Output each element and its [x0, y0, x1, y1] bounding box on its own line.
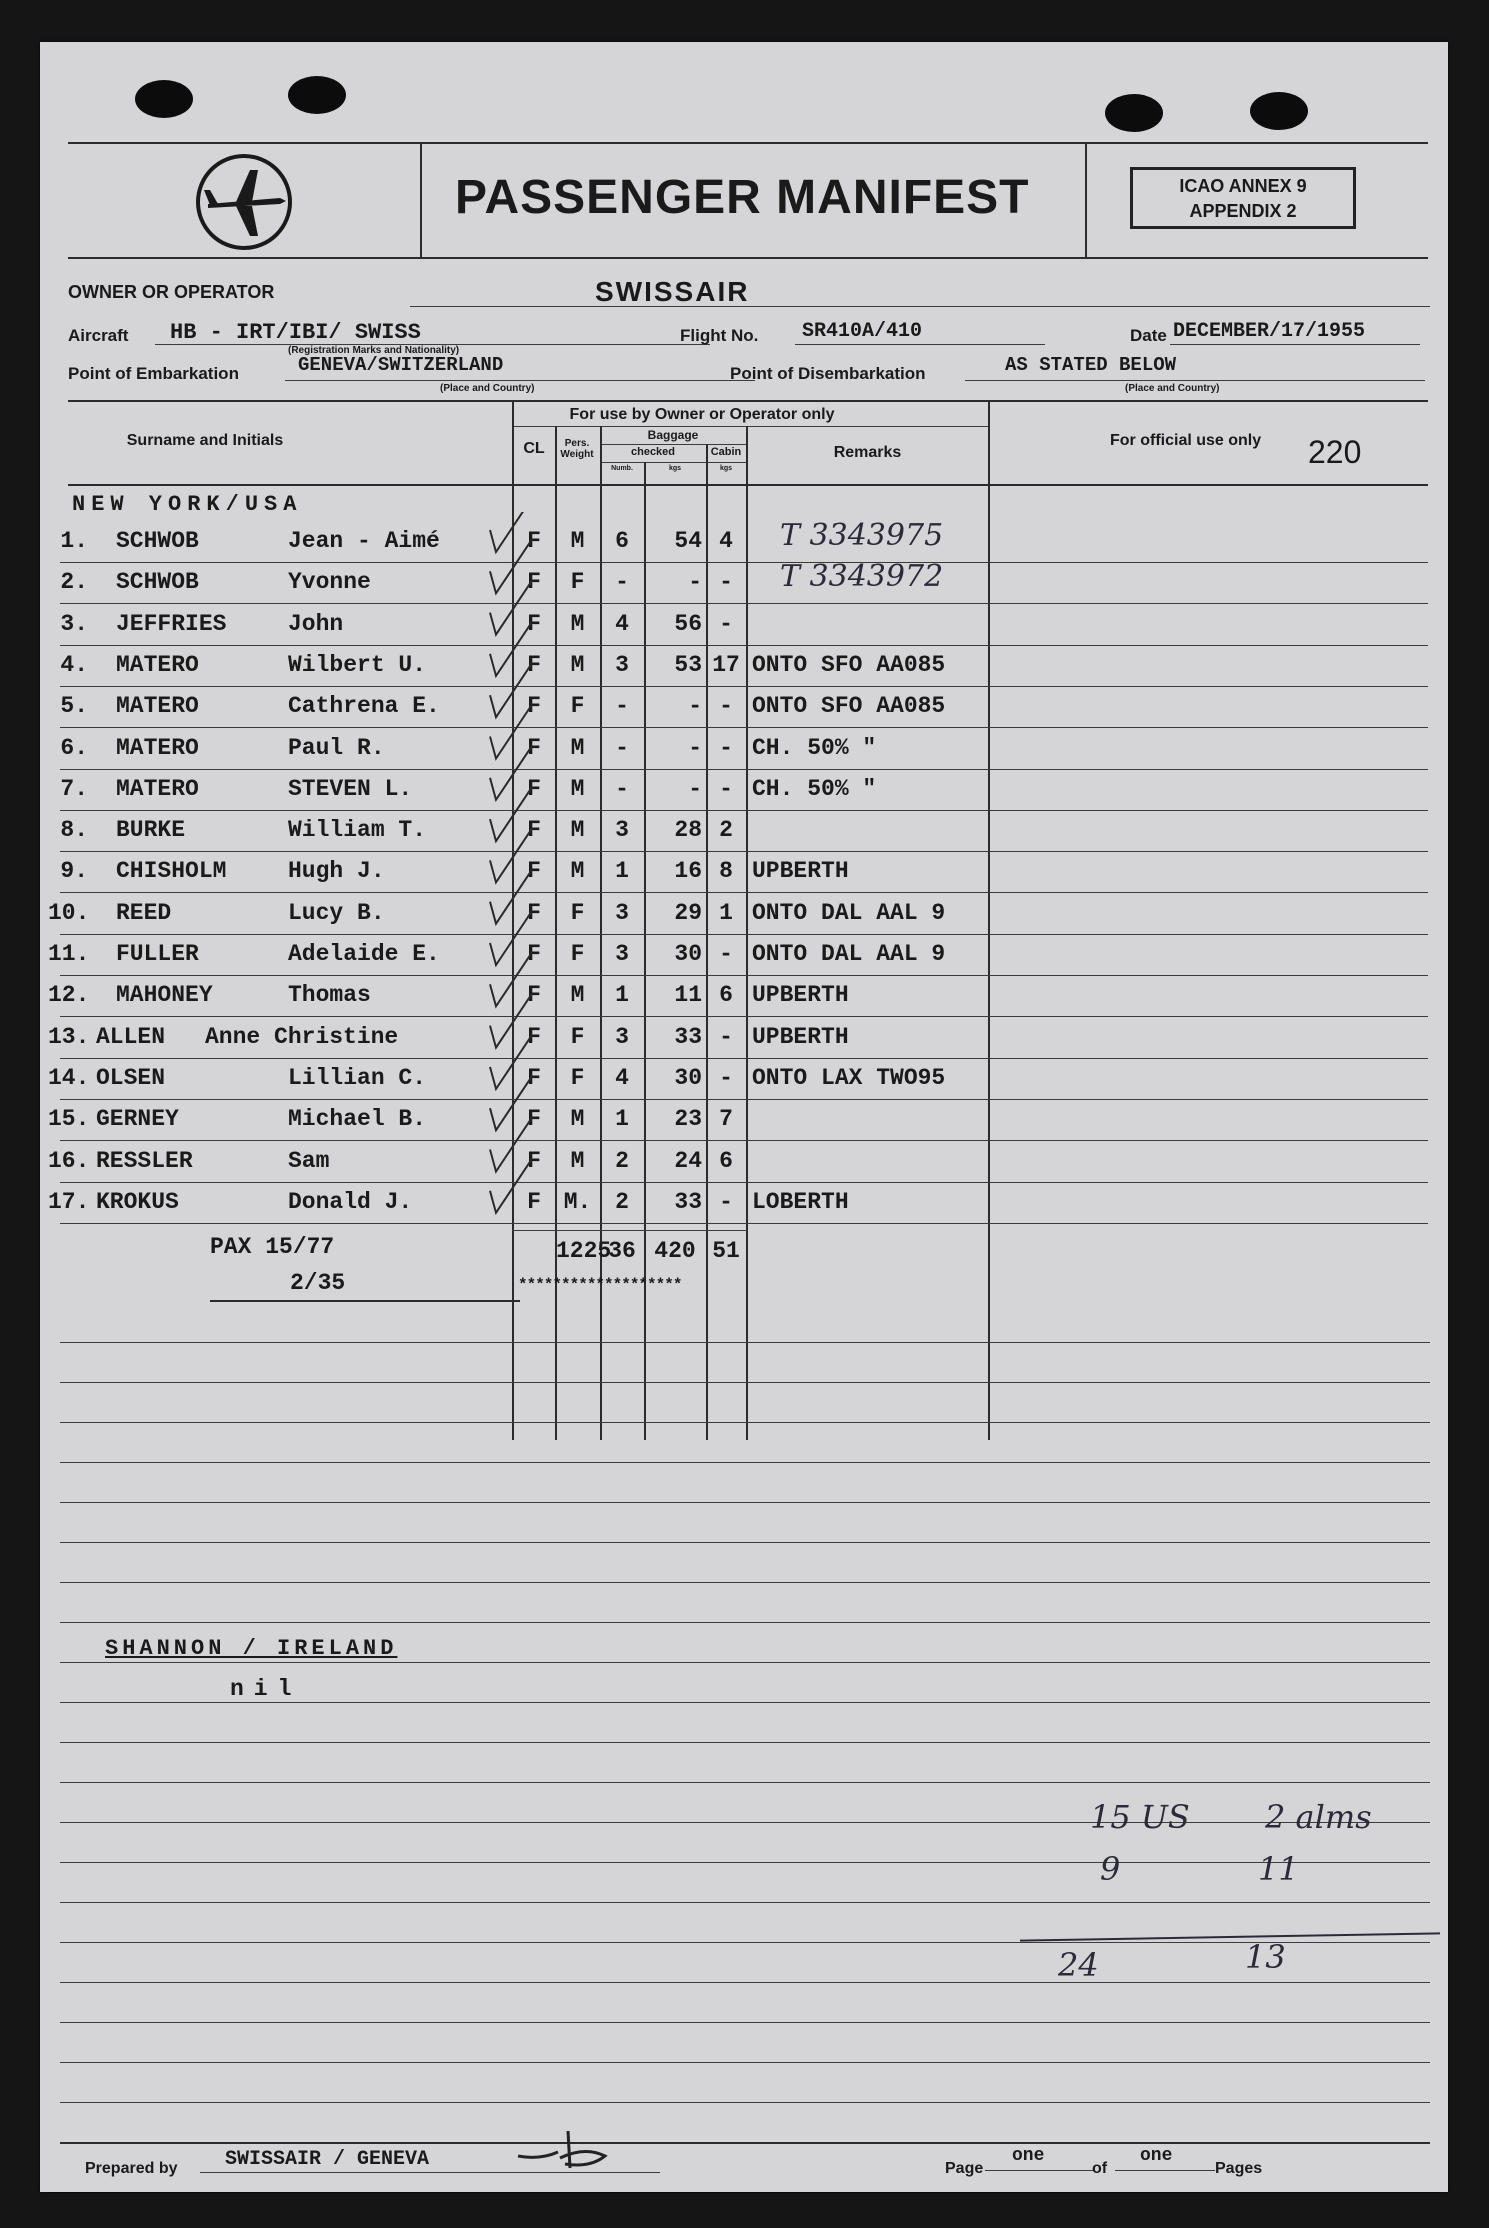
passenger-class: F: [527, 982, 541, 1008]
passenger-remarks: ONTO DAL AAL 9: [752, 900, 946, 926]
baggage-kgs: 24: [674, 1148, 702, 1174]
passenger-given-name: STEVEN L.: [288, 776, 413, 802]
row-number: 12.: [48, 982, 90, 1008]
destination-new-york: NEW YORK/USA: [72, 492, 303, 517]
signature-icon: [510, 2126, 640, 2181]
baggage-kgs: 11: [674, 982, 702, 1008]
shannon-value: nil: [230, 1676, 302, 1702]
passenger-remarks: T 3343972: [780, 559, 944, 594]
passenger-given-name: John: [288, 611, 344, 637]
passenger-sex: F: [570, 1024, 585, 1050]
cabin-kgs: -: [719, 1189, 733, 1215]
col-official: For official use only: [1110, 432, 1262, 449]
passenger-surname: KROKUS: [96, 1189, 179, 1215]
baggage-kgs: 28: [674, 817, 702, 843]
baggage-kgs: -: [688, 735, 702, 761]
baggage-numb: 1: [615, 858, 629, 884]
passenger-surname: MATERO: [116, 693, 199, 719]
baggage-numb: 3: [615, 817, 629, 843]
tally-3b: 13: [1245, 1938, 1286, 1976]
baggage-kgs: 33: [674, 1189, 702, 1215]
passenger-surname: REED: [116, 900, 172, 926]
passenger-row: [40, 1142, 1448, 1183]
passenger-sex: F: [570, 693, 585, 719]
passenger-class: F: [527, 1065, 541, 1091]
totals-stars: *******************: [518, 1276, 682, 1294]
icao-box: [1130, 167, 1356, 229]
cabin-kgs: 17: [712, 652, 740, 678]
passenger-given-name: Michael B.: [288, 1106, 427, 1132]
passenger-sex: M: [570, 652, 585, 678]
passenger-class: F: [527, 611, 541, 637]
passenger-row: [40, 646, 1448, 687]
cabin-kgs: -: [719, 1065, 733, 1091]
destination-shannon: SHANNON / IRELAND: [105, 1636, 398, 1661]
punch-hole: [135, 80, 193, 118]
passenger-class: F: [527, 528, 541, 554]
passenger-remarks: ONTO LAX TWO95: [752, 1065, 946, 1091]
passenger-row: [40, 518, 1448, 563]
row-number: 1.: [60, 528, 88, 554]
passenger-given-name: Donald J.: [288, 1189, 413, 1215]
airplane-logo-icon: [190, 152, 298, 252]
passenger-sex: F: [570, 1065, 585, 1091]
embarkation-label: Point of Embarkation: [68, 364, 239, 383]
passenger-surname: FULLER: [116, 941, 199, 967]
tally-2a: 9: [1100, 1850, 1121, 1888]
passenger-remarks: UPBERTH: [752, 1024, 849, 1050]
passenger-remarks: ONTO DAL AAL 9: [752, 941, 946, 967]
check-marks: [460, 512, 660, 1282]
passenger-row: [40, 894, 1448, 935]
cabin-kgs: 8: [719, 858, 733, 884]
cabin-kgs: -: [719, 611, 733, 637]
baggage-numb: 1: [615, 1106, 629, 1132]
punch-hole: [288, 76, 346, 114]
passenger-given-name: Sam: [288, 1148, 330, 1174]
col-cabin-kgs: kgs: [719, 465, 733, 472]
baggage-numb: -: [615, 735, 629, 761]
passenger-class: F: [527, 652, 541, 678]
passenger-sex: M: [570, 982, 585, 1008]
baggage-kgs: -: [688, 693, 702, 719]
passenger-given-name: Yvonne: [288, 569, 371, 595]
passenger-remarks: CH. 50% ": [752, 776, 877, 802]
prepared-label: Prepared by: [85, 2160, 178, 2177]
embarkation-sublabel: (Place and Country): [440, 383, 535, 394]
col-surname: Surname and Initials: [126, 432, 284, 449]
official-number: 220: [1308, 434, 1362, 470]
row-number: 8.: [60, 817, 88, 843]
baggage-kgs: 54: [674, 528, 702, 554]
passenger-row: [40, 852, 1448, 893]
passenger-row: [40, 559, 1448, 604]
row-number: 3.: [60, 611, 88, 637]
passenger-sex: M: [570, 735, 585, 761]
totals-kgs: 420: [654, 1238, 696, 1264]
passenger-class: F: [527, 1189, 541, 1215]
baggage-numb: 3: [615, 652, 629, 678]
baggage-numb: 4: [615, 611, 629, 637]
passenger-sex: F: [570, 569, 585, 595]
cabin-kgs: 2: [719, 817, 733, 843]
passenger-given-name: Lucy B.: [288, 900, 385, 926]
page-value: one: [1012, 2146, 1045, 2166]
passenger-surname: SCHWOB: [116, 528, 199, 554]
passenger-sex: M: [570, 611, 585, 637]
baggage-numb: 4: [615, 1065, 629, 1091]
row-number: 15.: [48, 1106, 90, 1132]
passenger-remarks: T 3343975: [780, 518, 944, 553]
embarkation-value: GENEVA/SWITZERLAND: [298, 354, 504, 376]
row-number: 2.: [60, 569, 88, 595]
row-number: 10.: [48, 900, 90, 926]
passenger-class: F: [527, 1024, 541, 1050]
row-number: 17.: [48, 1189, 90, 1215]
passenger-given-name: Wilbert U.: [288, 652, 427, 678]
disembarkation-sublabel: (Place and Country): [1125, 383, 1220, 394]
passenger-given-name: Anne Christine: [205, 1024, 399, 1050]
passenger-row: [40, 605, 1448, 646]
col-pers-weight: Pers. Weight: [560, 438, 594, 460]
col-checked: checked: [630, 446, 676, 458]
passenger-remarks: ONTO SFO AA085: [752, 652, 946, 678]
baggage-numb: 2: [615, 1189, 629, 1215]
page-title: PASSENGER MANIFEST: [455, 171, 1030, 224]
baggage-numb: 3: [615, 941, 629, 967]
passenger-class: F: [527, 858, 541, 884]
passenger-surname: MATERO: [116, 652, 199, 678]
passenger-given-name: Adelaide E.: [288, 941, 440, 967]
cabin-kgs: -: [719, 693, 733, 719]
passenger-row: [40, 935, 1448, 976]
passenger-row: [40, 811, 1448, 852]
icao-line-1: ICAO ANNEX 9: [1179, 176, 1307, 196]
passenger-given-name: Thomas: [288, 982, 371, 1008]
row-number: 14.: [48, 1065, 90, 1091]
baggage-kgs: 30: [674, 1065, 702, 1091]
passenger-row: [40, 1100, 1448, 1141]
baggage-numb: -: [615, 569, 629, 595]
passenger-given-name: Paul R.: [288, 735, 385, 761]
passenger-remarks: LOBERTH: [752, 1189, 849, 1215]
tally-3a: 24: [1058, 1946, 1099, 1984]
passenger-class: F: [527, 941, 541, 967]
passenger-surname: JEFFRIES: [116, 611, 227, 637]
passenger-sex: M: [570, 817, 585, 843]
passenger-class: F: [527, 817, 541, 843]
col-numb: Numb.: [611, 465, 633, 472]
manifest-sheet: [40, 42, 1448, 2192]
baggage-kgs: 33: [674, 1024, 702, 1050]
passenger-surname: MATERO: [116, 735, 199, 761]
passenger-surname: SCHWOB: [116, 569, 199, 595]
col-baggage: Baggage: [647, 428, 699, 442]
aircraft-value: HB - IRT/IBI/ SWISS: [170, 320, 421, 345]
passenger-sex: M: [570, 528, 585, 554]
row-number: 7.: [60, 776, 88, 802]
totals-pax2: 2/35: [290, 1270, 346, 1296]
totals-cabin: 51: [712, 1238, 740, 1264]
passenger-row: [40, 1059, 1448, 1100]
baggage-kgs: 23: [674, 1106, 702, 1132]
baggage-numb: 2: [615, 1148, 629, 1174]
passenger-surname: RESSLER: [96, 1148, 193, 1174]
passenger-class: F: [527, 776, 541, 802]
row-number: 16.: [48, 1148, 90, 1174]
cabin-kgs: -: [719, 735, 733, 761]
owner-value: SWISSAIR: [595, 276, 750, 307]
passenger-sex: M: [570, 776, 585, 802]
baggage-kgs: 56: [674, 611, 702, 637]
passenger-class: F: [527, 569, 541, 595]
passenger-row: [40, 1018, 1448, 1059]
tally-1a: 15 US: [1090, 1798, 1190, 1836]
owner-label: OWNER OR OPERATOR: [68, 282, 275, 302]
icao-line-2: APPENDIX 2: [1189, 201, 1297, 221]
cabin-kgs: 4: [719, 528, 733, 554]
passenger-given-name: Lillian C.: [288, 1065, 427, 1091]
passenger-row: [40, 729, 1448, 770]
of-value: one: [1140, 2146, 1173, 2166]
passenger-class: F: [527, 693, 541, 719]
cabin-kgs: 6: [719, 1148, 733, 1174]
of-label: of: [1092, 2160, 1108, 2177]
flight-value: SR410A/410: [802, 320, 923, 343]
passenger-surname: OLSEN: [96, 1065, 166, 1091]
passenger-row: [40, 1183, 1448, 1224]
passenger-sex: M: [570, 1148, 585, 1174]
col-kgs: kgs: [668, 465, 682, 472]
row-number: 9.: [60, 858, 88, 884]
passenger-class: F: [527, 1148, 541, 1174]
passenger-remarks: CH. 50% ": [752, 735, 877, 761]
disembarkation-value: AS STATED BELOW: [1005, 354, 1177, 376]
baggage-kgs: 16: [674, 858, 702, 884]
totals-weight: 1225: [556, 1238, 612, 1264]
baggage-numb: 3: [615, 900, 629, 926]
passenger-sex: F: [570, 941, 585, 967]
passenger-sex: M.: [563, 1189, 592, 1215]
passenger-surname: MAHONEY: [116, 982, 213, 1008]
passenger-surname: GERNEY: [96, 1106, 179, 1132]
cabin-kgs: -: [719, 776, 733, 802]
cabin-kgs: 1: [719, 900, 733, 926]
passenger-class: F: [527, 1106, 541, 1132]
passenger-class: F: [527, 900, 541, 926]
page-label: Page: [945, 2160, 984, 2177]
cabin-kgs: -: [719, 569, 733, 595]
passenger-sex: F: [570, 900, 585, 926]
passenger-surname: BURKE: [116, 817, 186, 843]
passenger-given-name: Hugh J.: [288, 858, 385, 884]
passenger-surname: MATERO: [116, 776, 199, 802]
passenger-row: [40, 687, 1448, 728]
row-number: 6.: [60, 735, 88, 761]
totals-pax: PAX 15/77: [210, 1234, 335, 1260]
passenger-given-name: Jean - Aimé: [288, 528, 440, 554]
col-remarks: Remarks: [833, 444, 902, 461]
aircraft-label: Aircraft: [68, 326, 129, 345]
baggage-kgs: 30: [674, 941, 702, 967]
col-cl: CL: [523, 440, 545, 457]
baggage-kgs: -: [688, 776, 702, 802]
passenger-sex: M: [570, 1106, 585, 1132]
row-number: 5.: [60, 693, 88, 719]
pages-label: Pages: [1215, 2160, 1263, 2177]
passenger-remarks: UPBERTH: [752, 982, 849, 1008]
baggage-kgs: -: [688, 569, 702, 595]
baggage-numb: 6: [615, 528, 629, 554]
passenger-given-name: William T.: [288, 817, 427, 843]
flight-label: Flight No.: [680, 326, 759, 345]
passenger-sex: M: [570, 858, 585, 884]
date-value: DECEMBER/17/1955: [1173, 320, 1366, 343]
baggage-numb: 3: [615, 1024, 629, 1050]
punch-hole: [1105, 94, 1163, 132]
punch-hole: [1250, 92, 1308, 130]
cabin-kgs: -: [719, 1024, 733, 1050]
row-number: 13.: [48, 1024, 90, 1050]
passenger-remarks: UPBERTH: [752, 858, 849, 884]
totals-numb: 36: [608, 1238, 636, 1264]
date-label: Date: [1130, 326, 1167, 345]
baggage-kgs: 29: [674, 900, 702, 926]
baggage-numb: -: [615, 776, 629, 802]
passenger-surname: ALLEN: [96, 1024, 166, 1050]
baggage-numb: -: [615, 693, 629, 719]
passenger-row: [40, 770, 1448, 811]
passenger-surname: CHISHOLM: [116, 858, 227, 884]
row-number: 4.: [60, 652, 88, 678]
col-cabin: Cabin: [710, 446, 742, 458]
passenger-given-name: Cathrena E.: [288, 693, 440, 719]
passenger-row: [40, 976, 1448, 1017]
passenger-class: F: [527, 735, 541, 761]
tally-1b: 2 alms: [1265, 1798, 1372, 1836]
cabin-kgs: -: [719, 941, 733, 967]
prepared-value: SWISSAIR / GENEVA: [225, 2148, 430, 2171]
baggage-numb: 1: [615, 982, 629, 1008]
cabin-kgs: 6: [719, 982, 733, 1008]
disembarkation-label: Point of Disembarkation: [730, 364, 926, 383]
row-number: 11.: [48, 941, 90, 967]
passenger-remarks: ONTO SFO AA085: [752, 693, 946, 719]
col-owner-use: For use by Owner or Operator only: [569, 406, 835, 423]
tally-2b: 11: [1258, 1850, 1299, 1888]
baggage-kgs: 53: [674, 652, 702, 678]
aircraft-sublabel: (Registration Marks and Nationality): [288, 345, 460, 356]
cabin-kgs: 7: [719, 1106, 733, 1132]
